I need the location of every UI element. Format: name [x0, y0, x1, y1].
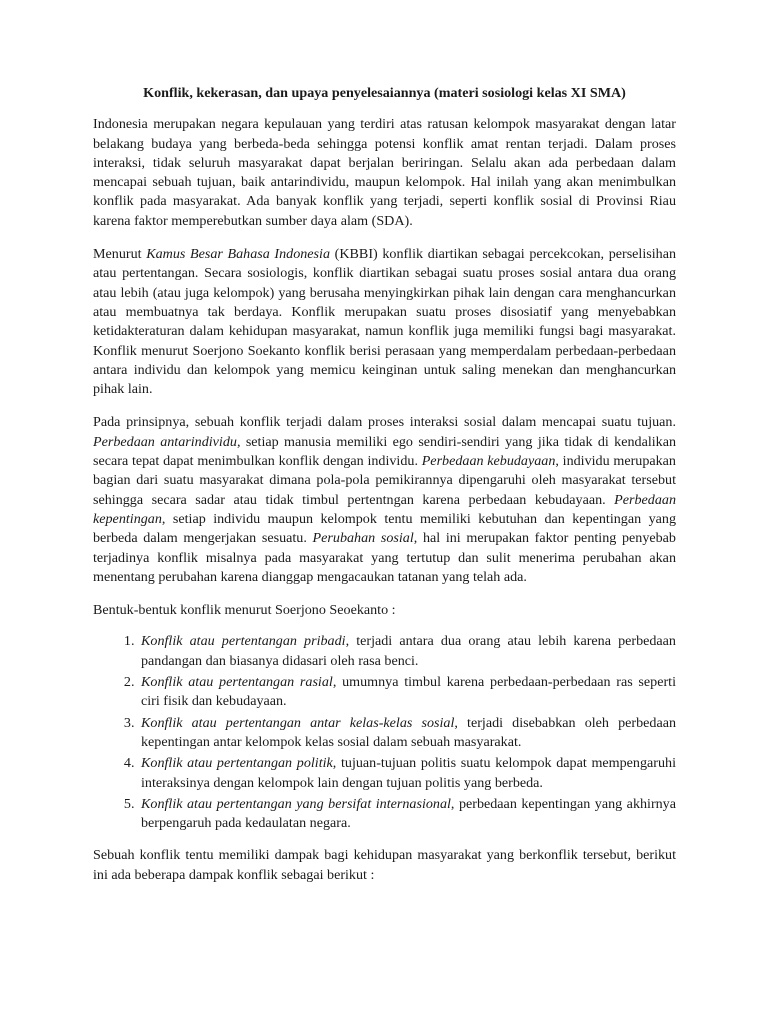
list-item-term: Konflik atau pertentangan antar kelas-kelas sosial — [141, 714, 455, 731]
paragraph-intro: Indonesia merupakan negara kepulauan yang terdiri atas ratusan kelompok masyarakat dengan latar belakang budaya yang berbeda-beda sehingga potensi konflik amat rentan terjadi. Dalam proses interaksi, tidak seluruh masyarakat dapat berjalan beriringan. Selalu akan ada perbedaan dalam mencapai sebuah tujuan, baik antarindividu, maupun kelompok. Hal inilah yang akan menimbulkan konflik pada masyarakat. Ada banyak konflik yang terjadi, seperti konflik sosial di Provinsi Riau karena faktor memperebutkan sumber daya alam (SDA). — [93, 116, 676, 229]
list-item — [138, 673, 676, 712]
list-item-desc: , tujuan-tujuan politis suatu kelompok dapat mempengaruhi interaksinya dengan kelompok lain dengan tujuan politis yang berbeda. — [141, 755, 676, 791]
paragraph-definition — [93, 245, 676, 399]
list-item-term: Konflik atau pertentangan yang bersifat internasional — [141, 795, 451, 812]
list-item-term: Konflik atau pertentangan rasial — [141, 674, 333, 691]
list-item-desc: , terjadi antara dua orang atau lebih karena perbedaan pandangan dan biasanya didasari oleh rasa benci. — [141, 633, 676, 669]
text-segment: Pada prinsipnya, sebuah konflik terjadi dalam proses interaksi sosial dalam mencapai suatu tujuan. — [93, 414, 676, 431]
italic-term: Perbedaan kebudayaan — [421, 453, 556, 470]
conflict-types-list — [93, 632, 676, 833]
text-segment: Menurut — [93, 246, 147, 263]
list-item-desc: , umumnya timbul karena perbedaan-perbedaan ras seperti ciri fisik dan kebudayaan. — [141, 674, 676, 710]
list-item — [138, 632, 676, 671]
list-item — [138, 714, 676, 753]
list-item — [138, 754, 676, 793]
list-item-desc: , terjadi disebabkan oleh perbedaan kepentingan antar kelompok kelas sosial dalam sebuah masyarakat. — [141, 714, 677, 750]
italic-term: Kamus Besar Bahasa Indonesia — [146, 246, 331, 263]
italic-term: Perbedaan kepentingan — [93, 491, 676, 527]
text-segment: , individu merupakan bagian dari suatu masyarakat dimana pola-pola pemikirannya dipengaruhi oleh masyarakat tersebut sehingga secara sadar atau tidak timbul pertentngan karena perbedaan kebudayaan. — [93, 453, 676, 508]
document-title: Konflik, kekerasan, dan upaya penyelesaiannya (materi sosiologi kelas XI SMA) — [143, 85, 626, 101]
paragraph-impact-intro: Sebuah konflik tentu memiliki dampak bagi kehidupan masyarakat yang berkonflik tersebut, berikut ini ada beberapa dampak konflik sebagai berikut : — [93, 847, 676, 883]
text-segment: , setiap individu maupun kelompok tentu memiliki kebutuhan dan kepentingan yang berbeda dalam mengerjakan sesuatu. — [93, 510, 676, 547]
document-page — [93, 84, 676, 899]
list-item — [138, 795, 676, 834]
list-item-term: Konflik atau pertentangan pribadi — [141, 633, 346, 650]
text-segment: , hal ini merupakan faktor penting penyebab terjadinya konflik misalnya pada masyarakat yang tertutup dan sulit menerima perubahan akan menentang perubahan karena dianggap mengacaukan tatanan yang telah ada. — [93, 530, 676, 585]
italic-term: Perbedaan antarindividu — [93, 433, 237, 450]
text-segment: (KBBI) konflik diartikan sebagai percekcokan, perselisihan atau pertentangan. Secara sosiologis, konflik diartikan sebagai suatu proses sosial antara dua orang atau lebih (atau juga kelompok) yang berusaha menyingkirkan pihak lain dengan cara menghancurkan atau membuatnya tak berdaya. Konflik merupakan suatu proses disosiatif yang menyebabkan ketidakteraturan dalam kehidupan masyarakat, namun konflik juga memiliki fungsi bagi masyarakat. Konflik menurut Soerjono Soekanto konflik berisi perasaan yang memperdalam perbedaan-perbedaan antara individu dan kelompok yang memicu keinginan untuk saling menekan dan menghancurkan pihak lain. — [93, 246, 677, 398]
italic-term: Perubahan sosial — [312, 530, 414, 547]
paragraph-list-intro: Bentuk-bentuk konflik menurut Soerjono Seoekanto : — [93, 602, 396, 619]
text-segment: , setiap manusia memiliki ego sendiri-sendiri yang jika tidak di kendalikan secara tepat dapat menimbulkan konflik dengan individu. — [93, 433, 677, 470]
list-item-term: Konflik atau pertentangan politik — [141, 755, 333, 772]
paragraph-causes — [93, 413, 676, 587]
list-item-desc: , perbedaan kepentingan yang akhirnya berpengaruh pada kedaulatan negara. — [141, 795, 676, 832]
